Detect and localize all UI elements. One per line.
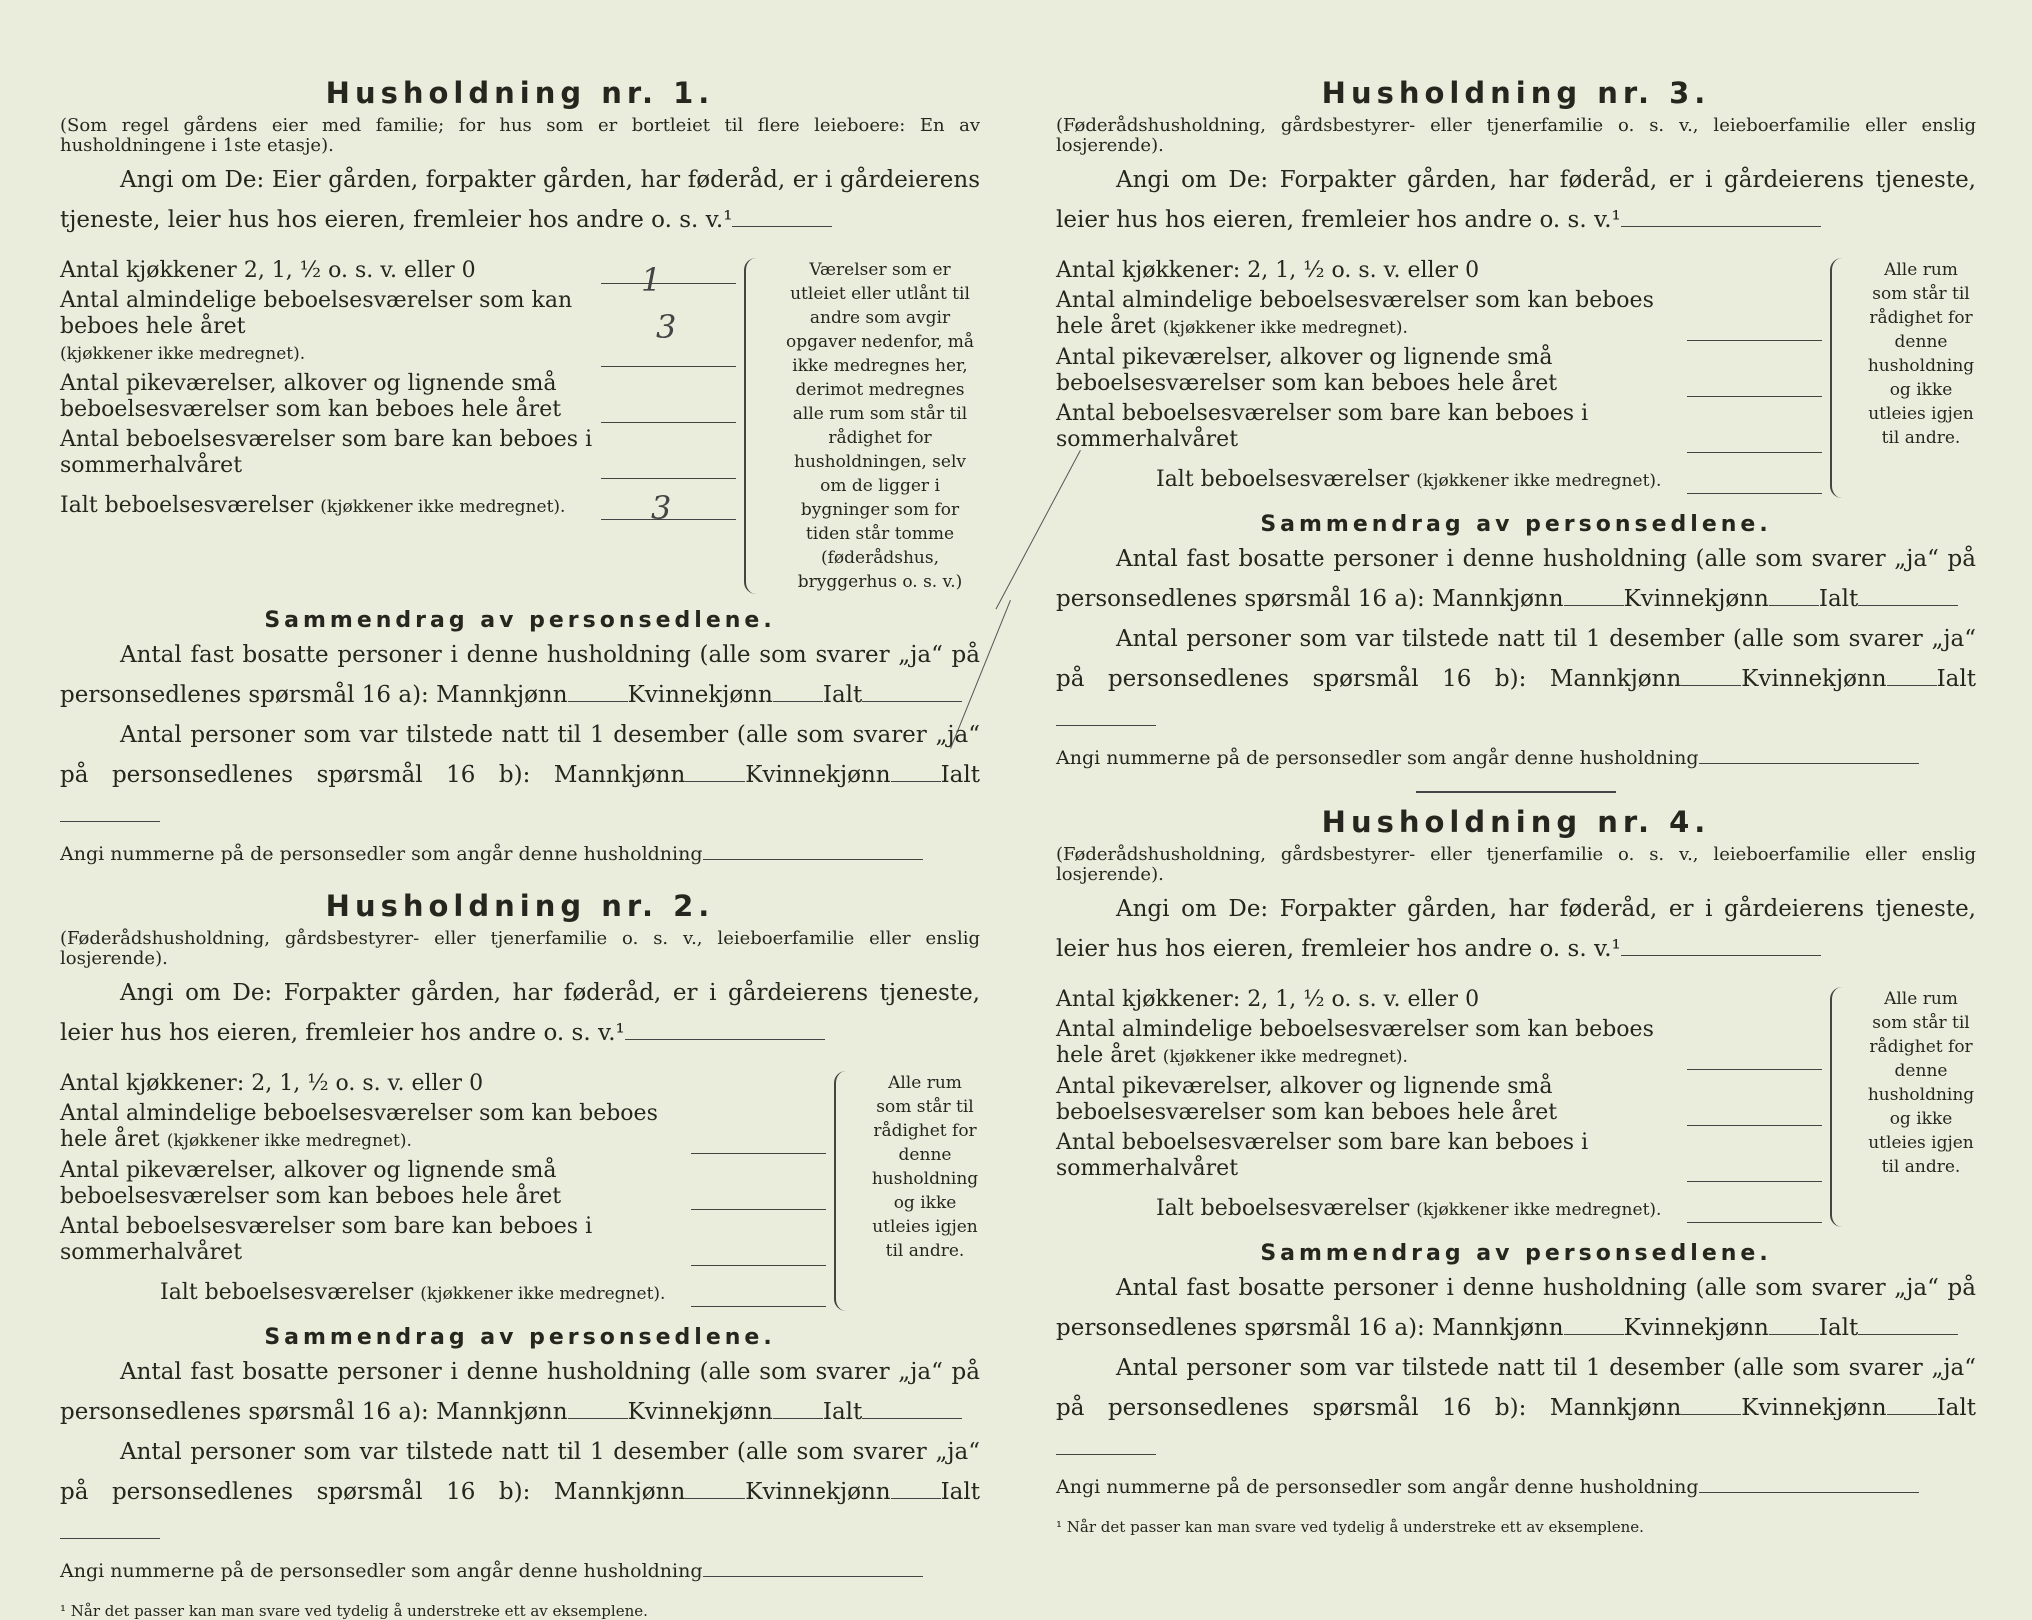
maid-rooms-row: Antal pikeværelser, alkover og lignende små beboelsesværelser som kan beboes hele året (1056, 1074, 1822, 1126)
kitchens-row: Antal kjøkkener: 2, 1, ½ o. s. v. eller 0 (60, 1071, 484, 1096)
rooms-field[interactable] (1687, 1047, 1822, 1070)
total-rooms-field[interactable] (1687, 471, 1822, 494)
summer-rooms-row: Antal beboelsesværelser som bare kan beboes i sommerhalvåret (60, 427, 736, 479)
household-1 (60, 76, 980, 869)
rooms-row: Antal almindelige beboelsesværelser som kan beboes hele året (kjøkkener ikke medregnet). (1056, 1017, 1822, 1070)
household-title: Husholdning nr. 2. (325, 889, 715, 923)
summary-present: Antal personer som var tilstede natt til 1 desember (alle som svarer „ja“ på personsedlenes spørsmål 16 b): Mannkjønn Kvinnekjønn Ialt (60, 715, 980, 835)
summer-rooms-field[interactable] (1687, 1159, 1822, 1182)
total-rooms-row: Ialt beboelsesværelser (kjøkkener ikke medregnet). (60, 1280, 826, 1307)
household-title: Husholdning nr. 3. (1321, 76, 1711, 110)
summer-rooms-field[interactable] (1687, 430, 1822, 453)
household-note: (Føderådshusholdning, gårdsbestyrer- eller tjenerfamilie o. s. v., leieboerfamilie eller enslig losjerende). (1056, 844, 1976, 885)
divider (1416, 791, 1616, 793)
side-note: Alle rum som står til rådighet for denne husholdning og ikke utleies igjen til andre. (1867, 989, 1975, 1177)
total-rooms-field[interactable]: 3 (601, 497, 736, 520)
kitchens-row: Antal kjøkkener: 2, 1, ½ o. s. v. eller 0 (1056, 258, 1480, 283)
summary-title: Sammendrag av personsedlene. (1260, 1241, 1772, 1266)
rooms-block (1056, 258, 1976, 498)
household-title: Husholdning nr. 4. (1321, 805, 1711, 839)
right-page (1056, 40, 1976, 1536)
household-question: Angi om De: Forpakter gården, har føderåd, er i gårdeierens tjeneste, leier hus hos eieren, fremleier hos andre o. s. v.¹ (60, 980, 980, 1046)
brace (834, 1071, 862, 1311)
household-question: Angi om De: Forpakter gården, har føderåd, er i gårdeierens tjeneste, leier hus hos eieren, fremleier hos andre o. s. v.¹ (1056, 896, 1976, 962)
summer-rooms-row: Antal beboelsesværelser som bare kan beboes i sommerhalvåret (1056, 401, 1822, 453)
household-question: Angi om De: Forpakter gården, har føderåd, er i gårdeierens tjeneste, leier hus hos eieren, fremleier hos andre o. s. v.¹ (1056, 167, 1976, 233)
footnote: ¹ Når det passer kan man svare ved tydelig å understreke ett av eksemplene. (1056, 1518, 1644, 1536)
rooms-row: Antal almindelige beboelsesværelser som kan beboes hele året (kjøkkener ikke medregnet). (1056, 288, 1822, 341)
rooms-field[interactable]: 3 (601, 344, 736, 367)
kitchens-row: Antal kjøkkener: 2, 1, ½ o. s. v. eller 0 (1056, 987, 1480, 1012)
summer-rooms-row: Antal beboelsesværelser som bare kan beboes i sommerhalvåret (1056, 1130, 1822, 1182)
summary-resident: Antal fast bosatte personer i denne husholdning (alle som svarer „ja“ på personsedlenes spørsmål 16 a): Mannkjønn Kvinnekjønn Ialt (60, 1359, 980, 1425)
total-rooms-row: Ialt beboelsesværelser (kjøkkener ikke medregnet). (1056, 1196, 1822, 1223)
footnote: ¹ Når det passer kan man svare ved tydelig å understreke ett av eksemplene. (60, 1602, 648, 1620)
maid-rooms-field[interactable] (1687, 374, 1822, 397)
summary-present: Antal personer som var tilstede natt til 1 desember (alle som svarer „ja“ på personsedlenes spørsmål 16 b): Mannkjønn Kvinnekjønn Ialt (1056, 1348, 1976, 1468)
summary-present: Antal personer som var tilstede natt til 1 desember (alle som svarer „ja“ på personsedlenes spørsmål 16 b): Mannkjønn Kvinnekjønn Ialt (1056, 619, 1976, 739)
total-rooms-row: Ialt beboelsesværelser (kjøkkener ikke medregnet). 3 (60, 493, 736, 520)
brace (1830, 987, 1858, 1227)
household-question: Angi om De: Eier gården, forpakter gården, har føderåd, er i gårdeierens tjeneste, leier hus hos eieren, fremleier hos andre o. s. v.¹ (60, 167, 980, 233)
maid-rooms-row: Antal pikeværelser, alkover og lignende små beboelsesværelser som kan beboes hele året (60, 371, 736, 423)
household-4 (1056, 805, 1976, 1502)
brace (1830, 258, 1858, 498)
maid-rooms-row: Antal pikeværelser, alkover og lignende små beboelsesværelser som kan beboes hele året (60, 1158, 826, 1210)
household-note: (Som regel gårdens eier med familie; for hus som er bortleiet til flere leieboere: En av husholdningene i 1ste etasje). (60, 115, 980, 156)
person-numbers: Angi nummerne på de personsedler som angår denne husholdning (60, 839, 980, 869)
person-numbers: Angi nummerne på de personsedler som angår denne husholdning (1056, 743, 1976, 773)
total-rooms-field[interactable] (1687, 1200, 1822, 1223)
maid-rooms-field[interactable] (601, 400, 736, 423)
summer-rooms-field[interactable] (601, 456, 736, 479)
summary-present: Antal personer som var tilstede natt til 1 desember (alle som svarer „ja“ på personsedlenes spørsmål 16 b): Mannkjønn Kvinnekjønn Ialt (60, 1432, 980, 1552)
summary-title: Sammendrag av personsedlene. (264, 1325, 776, 1350)
summary-title: Sammendrag av personsedlene. (1260, 512, 1772, 537)
summary-resident: Antal fast bosatte personer i denne husholdning (alle som svarer „ja“ på personsedlenes spørsmål 16 a): Mannkjønn Kvinnekjønn Ialt (1056, 546, 1976, 612)
rooms-row: Antal almindelige beboelsesværelser som kan beboes hele året (kjøkkener ikke medregnet). (60, 1101, 826, 1154)
rooms-field[interactable] (691, 1131, 826, 1154)
household-note: (Føderådshusholdning, gårdsbestyrer- eller tjenerfamilie o. s. v., leieboerfamilie eller enslig losjerende). (60, 928, 980, 969)
rooms-block (60, 258, 980, 594)
summary-resident: Antal fast bosatte personer i denne husholdning (alle som svarer „ja“ på personsedlenes spørsmål 16 a): Mannkjønn Kvinnekjønn Ialt (60, 642, 980, 708)
household-2 (60, 889, 980, 1586)
brace (744, 258, 772, 594)
person-numbers: Angi nummerne på de personsedler som angår denne husholdning (60, 1556, 980, 1586)
summer-rooms-row: Antal beboelsesværelser som bare kan beboes i sommerhalvåret (60, 1214, 826, 1266)
side-note: Alle rum som står til rådighet for denne husholdning og ikke utleies igjen til andre. (1867, 260, 1975, 448)
summer-rooms-field[interactable] (691, 1243, 826, 1266)
household-3 (1056, 76, 1976, 793)
household-note: (Føderådshusholdning, gårdsbestyrer- eller tjenerfamilie o. s. v., leieboerfamilie eller enslig losjerende). (1056, 115, 1976, 156)
rooms-block (60, 1071, 980, 1311)
kitchens-field[interactable]: 1 (601, 261, 736, 284)
side-note: Værelser som er utleiet eller utlånt til andre som avgir opgaver nedenfor, må ikke medregnes her, derimot medregnes alle rum som står til rådighet for husholdningen, selv om de ligger i bygninger som for tiden står tomme (føderådshus, bryggerhus o. s. v.) (785, 260, 975, 592)
maid-rooms-field[interactable] (691, 1187, 826, 1210)
household-title: Husholdning nr. 1. (325, 76, 715, 110)
side-note: Alle rum som står til rådighet for denne husholdning og ikke utleies igjen til andre. (871, 1073, 979, 1261)
maid-rooms-field[interactable] (1687, 1103, 1822, 1126)
total-rooms-row: Ialt beboelsesværelser (kjøkkener ikke medregnet). (1056, 467, 1822, 494)
person-numbers: Angi nummerne på de personsedler som angår denne husholdning (1056, 1472, 1976, 1502)
total-rooms-field[interactable] (691, 1284, 826, 1307)
maid-rooms-row: Antal pikeværelser, alkover og lignende små beboelsesværelser som kan beboes hele året (1056, 345, 1822, 397)
summary-title: Sammendrag av personsedlene. (264, 608, 776, 633)
kitchens-row: Antal kjøkkener 2, 1, ½ o. s. v. eller 0 1 (60, 258, 736, 284)
left-page (60, 40, 980, 1620)
rooms-row: Antal almindelige beboelsesværelser som kan beboes hele året (kjøkkener ikke medregnet). 3 (60, 288, 736, 367)
rooms-field[interactable] (1687, 318, 1822, 341)
rooms-block (1056, 987, 1976, 1227)
summary-resident: Antal fast bosatte personer i denne husholdning (alle som svarer „ja“ på personsedlenes spørsmål 16 a): Mannkjønn Kvinnekjønn Ialt (1056, 1275, 1976, 1341)
